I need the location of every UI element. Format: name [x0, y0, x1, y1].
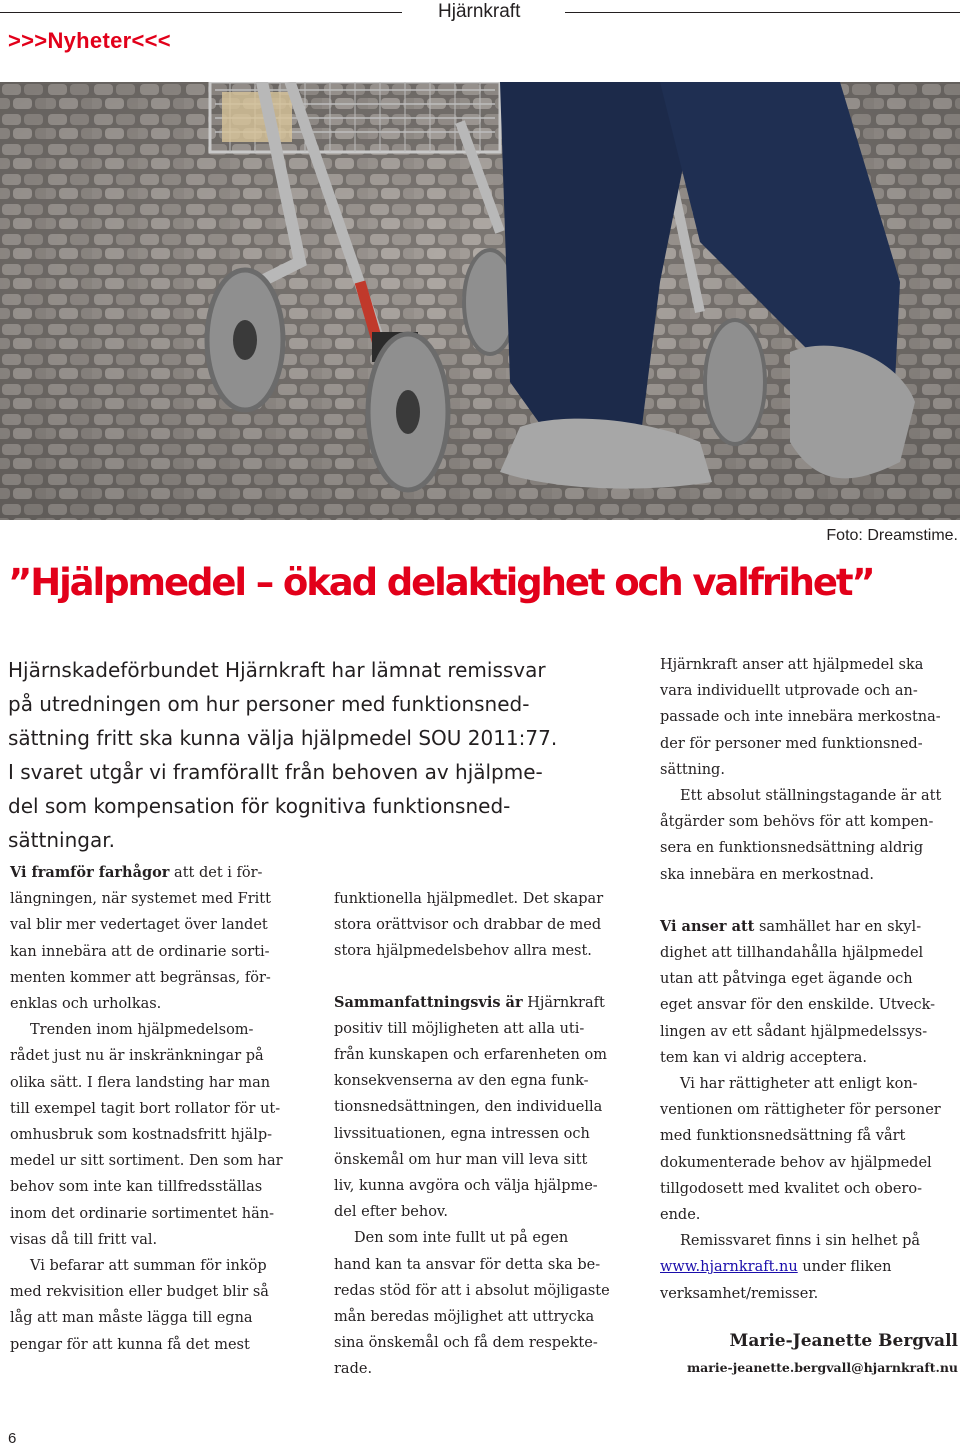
photo-credit: Foto: Dreamstime. — [826, 527, 958, 544]
article-title: ”Hjälpmedel – ökad delaktighet och valfrihet” — [8, 561, 874, 604]
article-lead — [8, 653, 636, 857]
page-number: 6 — [8, 1430, 17, 1447]
header-rule-left — [0, 12, 402, 13]
body-column-2 — [334, 886, 634, 1383]
author-name: Marie-Jeanette Bergvall — [729, 1331, 958, 1351]
website-link[interactable]: www.hjarnkraft.nu — [660, 1259, 798, 1276]
section-label: >>>Nyheter<<< — [8, 28, 171, 53]
col3-paragraph-4: Vi har rättigheter att enligt kon- ventionen om rättigheter för personer med funktionsnedsättning få vårt dokumenterade behov av hjälpmedel tillgodosett med kvalitet och obero- ende. — [660, 1076, 941, 1224]
col1-paragraph-1 — [10, 860, 310, 1017]
col3-p5-text: Remissvaret finns i sin helhet på — [680, 1233, 921, 1250]
col2-lead-in: Sammanfattningsvis är — [334, 993, 523, 1011]
header-rule-right — [565, 12, 960, 13]
article-photo — [0, 82, 960, 520]
col3-lead-in: Vi anser att — [660, 917, 755, 935]
col1-paragraph-3: Vi befarar att summan för inköp med rekvisition eller budget blir så låg att man måste lägga till egna pengar för att kunna få det mest — [10, 1258, 269, 1353]
col2-paragraph-1: funktionella hjälpmedlet. Det skapar stora orättvisor och drabbar de med stora hjälpmedelsbehov allra mest. — [334, 891, 604, 960]
author-email: marie-jeanette.bergvall@hjarnkraft.nu — [686, 1360, 958, 1375]
col3-paragraph-1: Hjärnkraft anser att hjälpmedel ska vara individuellt utprovade och an- passade och inte innebära merkostna- der för personer med funktionsned- sättning. — [660, 657, 941, 778]
body-column-3 — [660, 652, 960, 1307]
col1-p1-text: att det i för- längningen, när systemet med Fritt val blir mer vedertaget över landet kan innebära att de ordinarie sorti- menten kommer att begränsas, för- enklas och urholkas. — [10, 865, 271, 1013]
lead-text: Hjärnskadeförbundet Hjärnkraft har lämnat remissvar på utredningen om hur personer med funktionsned- sättning fritt ska kunna välja hjälpmedel SOU 2011:77. I svaret utgår vi framförallt från behoven av hjälpme- del som kompensation för kognitiva funktionsned- sättningar. — [8, 658, 558, 852]
col2-paragraph-2 — [334, 990, 634, 1226]
col3-p3-text: samhället har en skyl- dighet att tillhandahålla hjälpmedel utan att påtvinga eget ägande och eget ansvar för den enskilde. Utveck- lingen av ett sådant hjälpmedelssys- tem kan vi aldrig acceptera. — [660, 918, 936, 1066]
body-column-1 — [10, 860, 310, 1358]
col1-lead-in: Vi framför farhågor — [10, 864, 170, 881]
col3-paragraph-2: Ett absolut ställningstagande är att åtgärder som behövs för att kompen- sera en funktionsnedsättning aldrig ska innebära en merkostnad. — [660, 788, 942, 883]
col1-paragraph-2: Trenden inom hjälpmedelsom- rådet just nu är inskränkningar på olika sätt. I flera landsting har man till exempel tagit bort rollator för ut- omhusbruk som kostnadsfritt hjälp- medel ur sitt sortiment. Den som har behov som inte kan tillfredsställas inom det ordinarie sortimentet hän- visas då till fritt val. — [10, 1022, 283, 1248]
col2-paragraph-3: Den som inte fullt ut på egen hand kan ta ansvar för detta ska be- redas stöd för att i absolut möjligaste mån beredas möjlighet att uttrycka sina önskemål och få dem respekte- rade. — [334, 1230, 610, 1378]
col3-paragraph-3 — [660, 914, 960, 1071]
col2-p2-text: Hjärnkraft positiv till möjligheten att alla uti- från kunskapen och erfarenheten om konsekvenserna av den egna funk- tionsnedsättningen, den individuella livssituationen, egna intressen och önskemål om hur man vill leva sitt liv, kunna avgöra och välja hjälpme- del efter behov. — [334, 994, 607, 1221]
magazine-name: Hjärnkraft — [438, 1, 521, 22]
col3-p5-after: under fliken verksamhet/remisser. — [660, 1259, 892, 1302]
rollator-photo-illustration — [0, 82, 960, 520]
col3-paragraph-5 — [660, 1228, 960, 1307]
